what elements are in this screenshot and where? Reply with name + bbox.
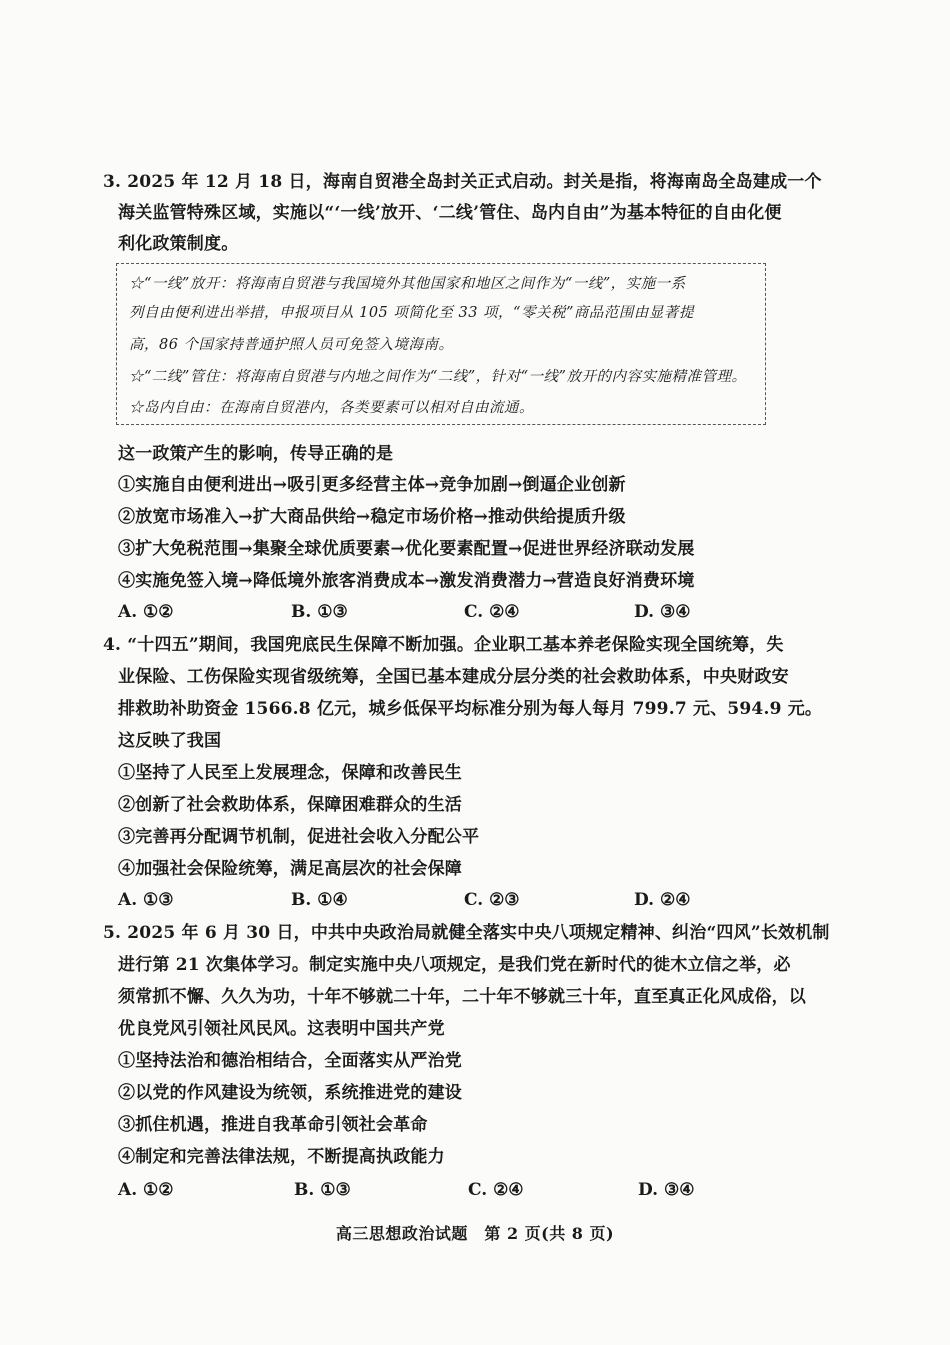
q3-options xyxy=(118,602,758,624)
q3-item-1: ①实施自由便利进出→吸引更多经营主体→竞争加剧→倒逼企业创新 xyxy=(118,475,626,495)
q3-item-2: ②放宽市场准入→扩大商品供给→稳定市场价格→推动供给提质升级 xyxy=(118,507,626,527)
q4-stem-line-4: 这反映了我国 xyxy=(118,731,222,751)
q3-box-line-4: ☆“二线”管住：将海南自贸港与内地之间作为“二线”，针对“一线”放开的内容实施精准管理。 xyxy=(129,369,747,385)
q4-item-2: ②创新了社会救助体系，保障困难群众的生活 xyxy=(118,795,462,815)
q3-prompt: 这一政策产生的影响，传导正确的是 xyxy=(118,444,394,464)
q3-option-b: B. ①③ xyxy=(291,602,348,622)
q5-item-1: ①坚持法治和德治相结合，全面落实从严治党 xyxy=(118,1051,462,1071)
q3-stem-line-3: 利化政策制度。 xyxy=(118,234,239,254)
q3-box-line-2: 列自由便利进出举措，申报项目从 105 项简化至 33 项，“零关税”商品范围由显著提 xyxy=(129,305,694,321)
q4-option-d: D. ②④ xyxy=(634,890,691,910)
q3-box-line-3: 高，86 个国家持普通护照人员可免签入境海南。 xyxy=(129,337,454,353)
q4-options xyxy=(118,890,758,912)
q3-stem-line-1: 3. 2025 年 12 月 18 日，海南自贸港全岛封关正式启动。封关是指，将海南岛全岛建成一个 xyxy=(103,172,822,192)
q5-option-b: B. ①③ xyxy=(294,1180,351,1200)
q3-item-4: ④实施免签入境→降低境外旅客消费成本→激发消费潜力→营造良好消费环境 xyxy=(118,571,695,591)
q3-box-line-5: ☆岛内自由：在海南自贸港内，各类要素可以相对自由流通。 xyxy=(129,400,534,416)
q5-stem-line-4: 优良党风引领社风民风。这表明中国共产党 xyxy=(118,1019,445,1039)
q5-item-2: ②以党的作风建设为统领，系统推进党的建设 xyxy=(118,1083,462,1103)
q3-stem-line-2: 海关监管特殊区域，实施以“‘一线’放开、‘二线’管住、岛内自由”为基本特征的自由化便 xyxy=(118,203,782,223)
q4-option-b: B. ①④ xyxy=(291,890,348,910)
q4-stem-line-3: 排救助补助资金 1566.8 亿元，城乡低保平均标准分别为每人每月 799.7 元、594.9 元。 xyxy=(118,699,823,719)
q5-item-3: ③抓住机遇，推进自我革命引领社会革命 xyxy=(118,1115,428,1135)
q5-options xyxy=(118,1180,758,1202)
q5-stem-line-1: 5. 2025 年 6 月 30 日，中共中央政治局就健全落实中央八项规定精神、纠治“四风”长效机制 xyxy=(103,923,830,943)
q3-option-a: A. ①② xyxy=(118,602,174,622)
q4-stem-line-1: 4. “十四五”期间，我国兜底民生保障不断加强。企业职工基本养老保险实现全国统筹，失 xyxy=(103,635,784,655)
q5-stem-line-2: 进行第 21 次集体学习。制定实施中央八项规定，是我们党在新时代的徙木立信之举，必 xyxy=(118,955,791,975)
q4-option-c: C. ②③ xyxy=(464,890,520,910)
q5-item-4: ④制定和完善法律法规，不断提高执政能力 xyxy=(118,1147,445,1167)
q4-item-3: ③完善再分配调节机制，促进社会收入分配公平 xyxy=(118,827,480,847)
q5-option-d: D. ③④ xyxy=(638,1180,695,1200)
q3-item-3: ③扩大免税范围→集聚全球优质要素→优化要素配置→促进世界经济联动发展 xyxy=(118,539,695,559)
page-footer: 高三思想政治试题 第 2 页(共 8 页) xyxy=(335,1224,615,1243)
q4-option-a: A. ①③ xyxy=(118,890,174,910)
q3-material-box xyxy=(116,263,766,425)
q4-stem-line-2: 业保险、工伤保险实现省级统筹，全国已基本建成分层分类的社会救助体系，中央财政安 xyxy=(118,667,789,687)
q3-box-line-1: ☆“一线”放开：将海南自贸港与我国境外其他国家和地区之间作为“一线”，实施一系 xyxy=(129,276,686,292)
q5-stem-line-3: 须常抓不懈、久久为功，十年不够就二十年，二十年不够就三十年，直至真正化风成俗，以 xyxy=(118,987,806,1007)
q3-option-d: D. ③④ xyxy=(634,602,691,622)
q5-option-a: A. ①② xyxy=(118,1180,174,1200)
q4-item-4: ④加强社会保险统筹，满足高层次的社会保障 xyxy=(118,859,462,879)
q5-option-c: C. ②④ xyxy=(468,1180,524,1200)
q3-option-c: C. ②④ xyxy=(464,602,520,622)
q4-item-1: ①坚持了人民至上发展理念，保障和改善民生 xyxy=(118,763,462,783)
